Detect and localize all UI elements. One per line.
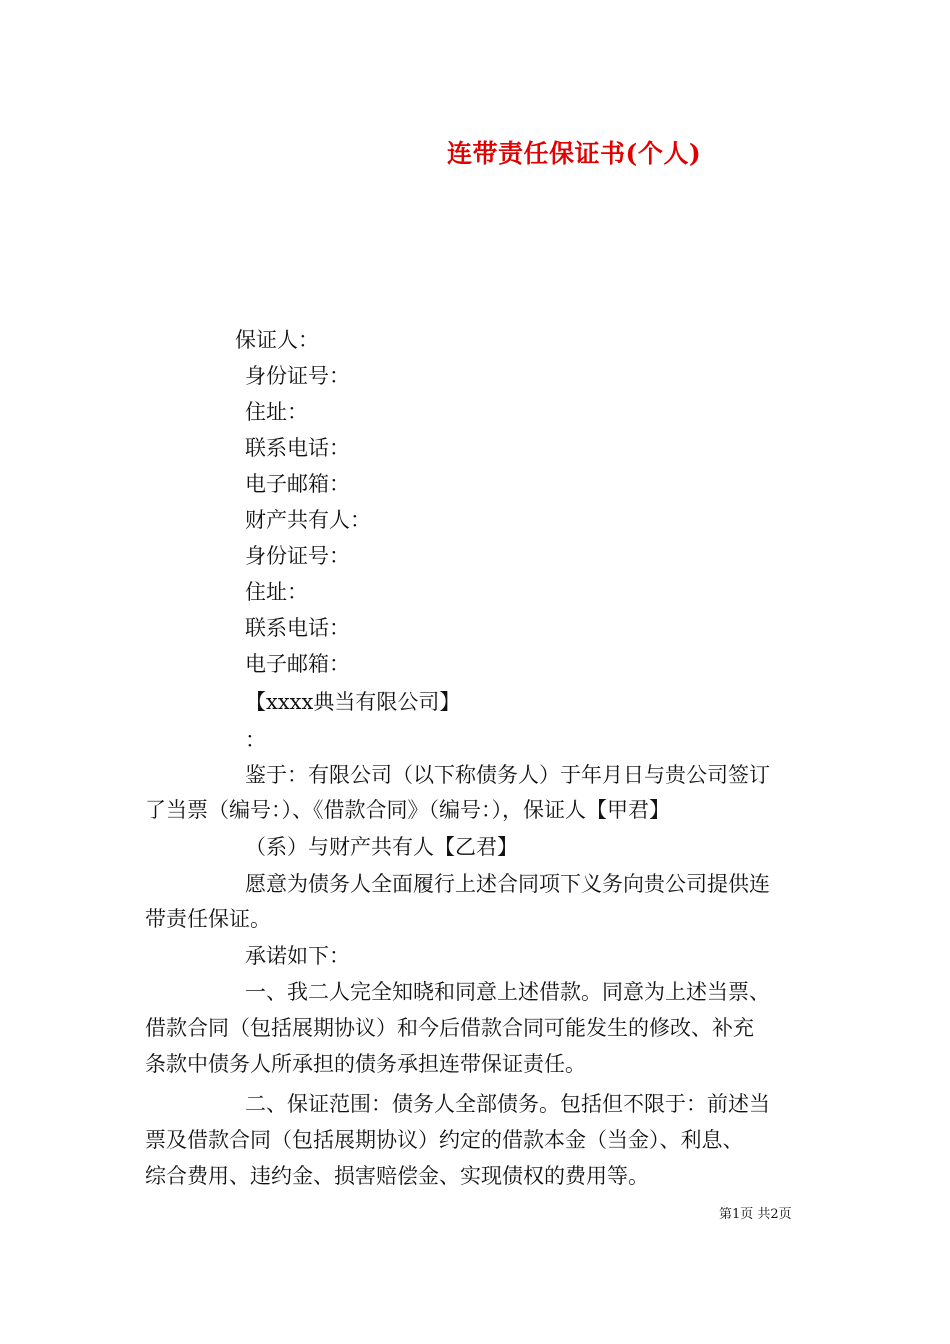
clause1-line-1: 一、我二人完全知晓和同意上述借款。同意为上述当票、 [245, 980, 770, 1004]
whereas-line-1: 鉴于：有限公司（以下称债务人）于年月日与贵公司签订 [245, 763, 770, 787]
clause2-line-3: 综合费用、违约金、损害赔偿金、实现债权的费用等。 [145, 1164, 649, 1188]
co-owner-id-number: 身份证号： [245, 544, 350, 568]
willing-line-1: 愿意为债务人全面履行上述合同项下义务向贵公司提供连 [245, 872, 770, 896]
clause1-line-2: 借款合同（包括展期协议）和今后借款合同可能发生的修改、补充 [145, 1016, 754, 1040]
guarantor-label: 保证人： [235, 328, 319, 352]
co-owner-email: 电子邮箱： [245, 652, 350, 676]
guarantor-phone: 联系电话： [245, 436, 350, 460]
page-number-footer: 第1页 共2页 [719, 1207, 792, 1222]
guarantor-email: 电子邮箱： [245, 472, 350, 496]
commit-heading: 承诺如下： [245, 944, 350, 968]
guarantor-address: 住址： [245, 400, 308, 424]
willing-line-2: 带责任保证。 [145, 907, 271, 931]
addressee: 【xxxx典当有限公司】 [245, 690, 461, 714]
clause1-line-3: 条款中债务人所承担的债务承担连带保证责任。 [145, 1052, 586, 1076]
co-owner-address: 住址： [245, 580, 308, 604]
whereas-line-3: （系）与财产共有人【乙君】 [245, 835, 518, 859]
document-title: 连带责任保证书(个人) [447, 139, 702, 168]
co-owner-phone: 联系电话： [245, 616, 350, 640]
clause2-line-1: 二、保证范围：债务人全部债务。包括但不限于：前述当 [245, 1092, 770, 1116]
addressee-colon: ： [245, 728, 266, 752]
guarantor-id-number: 身份证号： [245, 364, 350, 388]
clause2-line-2: 票及借款合同（包括展期协议）约定的借款本金（当金）、利息、 [145, 1128, 744, 1152]
co-owner-label: 财产共有人： [245, 508, 371, 532]
whereas-line-2: 了当票（编号：）、《借款合同》（编号：），保证人【甲君】 [145, 798, 670, 822]
